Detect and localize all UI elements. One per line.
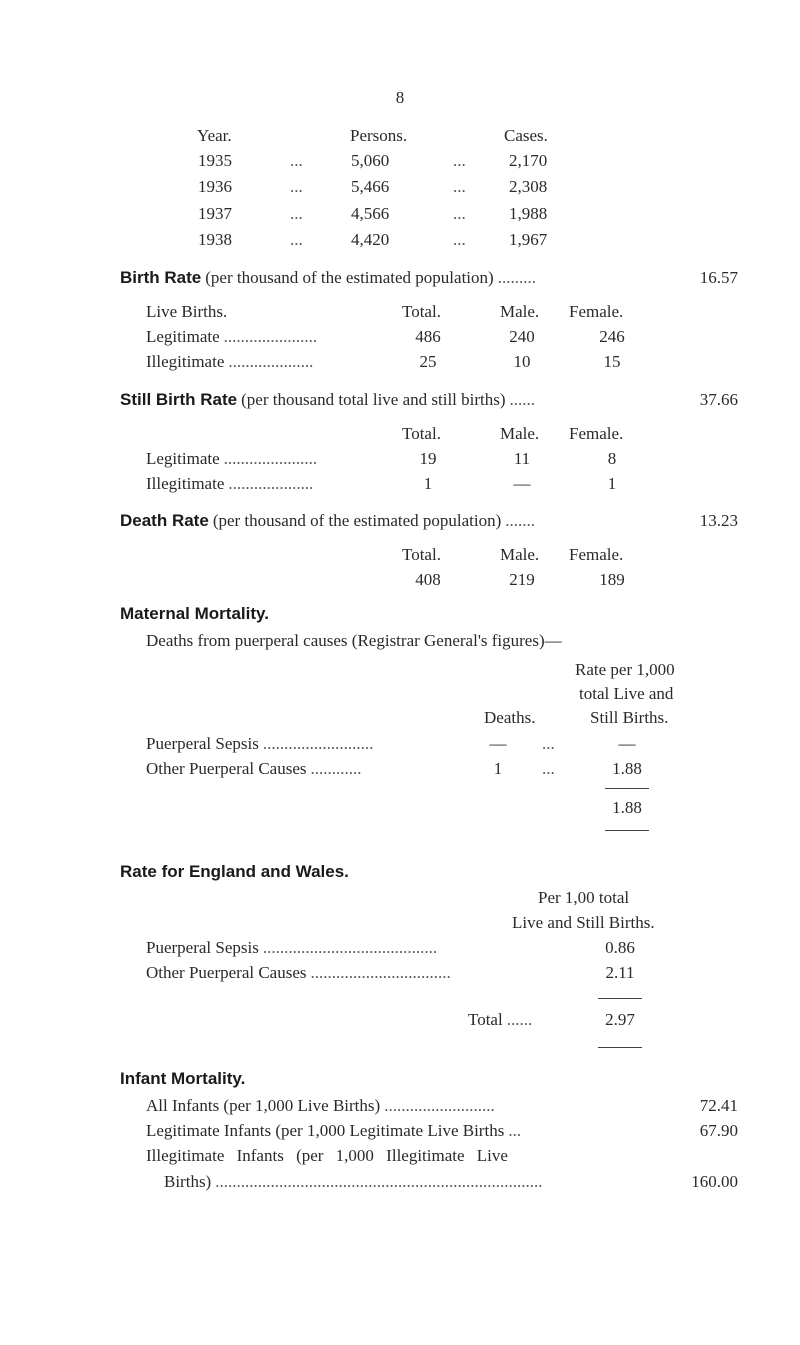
- female-cell: 8: [607, 449, 617, 468]
- persons-cell: 5,466: [351, 177, 390, 196]
- row-label: Legitimate: [146, 327, 220, 346]
- row-label: Puerperal Sepsis: [146, 938, 259, 957]
- leader: ...: [290, 151, 303, 170]
- leader: .......: [505, 511, 536, 530]
- row-label: Illegitimate: [146, 352, 225, 371]
- total-header: Total.: [402, 424, 441, 443]
- rate-header-line-2: total Live and: [579, 684, 674, 703]
- live-births-header: Live Births.: [146, 302, 228, 321]
- deaths-cell: —: [489, 734, 507, 753]
- ew-header-line-2: Live and Still Births.: [512, 913, 655, 932]
- rule: [598, 998, 642, 999]
- maternal-intro: Deaths from puerperal causes (Registrar General's figures)—: [146, 631, 562, 650]
- female-cell: 189: [599, 570, 625, 589]
- rate-cell: 160.00: [691, 1172, 738, 1191]
- leader: ...: [453, 151, 466, 170]
- male-cell: 219: [509, 570, 535, 589]
- row-label-continued: Births): [164, 1172, 212, 1191]
- year-header: Year.: [197, 126, 232, 145]
- leader: .........................................: [262, 938, 438, 957]
- leader: ...: [453, 177, 466, 196]
- male-cell: —: [513, 474, 531, 493]
- row-label: Illegitimate Infants (per 1,000 Illegitimate Live: [146, 1146, 508, 1165]
- rate-cell: 0.86: [605, 938, 635, 957]
- leader: ......................: [223, 449, 318, 468]
- male-cell: 11: [513, 449, 531, 468]
- leader: ....................: [228, 352, 314, 371]
- leader: ...: [453, 230, 466, 249]
- ew-total: 2.97: [605, 1010, 635, 1029]
- rate-header-line-3: Still Births.: [590, 708, 669, 727]
- death-rate-desc: (per thousand of the estimated population): [212, 511, 502, 530]
- leader: .........: [497, 268, 536, 287]
- rate-cell: 1.88: [612, 759, 642, 778]
- cases-cell: 1,988: [509, 204, 548, 223]
- cases-cell: 1,967: [509, 230, 548, 249]
- death-rate-title: Death Rate: [120, 511, 209, 530]
- male-cell: 240: [509, 327, 535, 346]
- page-number: 8: [395, 88, 405, 107]
- leader: ............: [310, 759, 362, 778]
- maternal-total: 1.88: [612, 798, 642, 817]
- row-label: Illegitimate: [146, 474, 225, 493]
- male-header: Male.: [500, 545, 540, 564]
- rule: [605, 830, 649, 831]
- leader: ..........................: [384, 1096, 495, 1115]
- total-header: Total.: [402, 545, 441, 564]
- cases-cell: 2,170: [509, 151, 548, 170]
- leader: ......: [509, 390, 536, 409]
- persons-cell: 4,566: [351, 204, 390, 223]
- female-cell: 15: [603, 352, 621, 371]
- female-header: Female.: [569, 545, 624, 564]
- year-cell: 1937: [198, 204, 232, 223]
- row-label: Legitimate Infants (per 1,000 Legitimate Live Births: [146, 1121, 505, 1140]
- cases-header: Cases.: [504, 126, 548, 145]
- row-label: Puerperal Sepsis: [146, 734, 259, 753]
- male-cell: 10: [513, 352, 531, 371]
- ew-header-line-1: Per 1,00 total: [538, 888, 630, 907]
- leader: ......................: [223, 327, 318, 346]
- still-birth-rate-desc: (per thousand total live and still births): [241, 390, 506, 409]
- year-cell: 1935: [198, 151, 232, 170]
- total-cell: 19: [419, 449, 437, 468]
- row-label: All Infants (per 1,000 Live Births): [146, 1096, 381, 1115]
- leader: ...: [290, 230, 303, 249]
- still-birth-rate-value: 37.66: [699, 390, 738, 409]
- infant-mortality-title: Infant Mortality.: [120, 1069, 246, 1088]
- female-cell: 1: [607, 474, 617, 493]
- rate-cell: —: [618, 734, 636, 753]
- male-header: Male.: [500, 424, 540, 443]
- rate-cell: 67.90: [699, 1121, 738, 1140]
- male-header: Male.: [500, 302, 540, 321]
- leader: ...: [542, 759, 555, 778]
- row-label: Legitimate: [146, 449, 220, 468]
- rate-cell: 72.41: [699, 1096, 738, 1115]
- leader: ....................: [228, 474, 314, 493]
- leader: ...: [508, 1121, 522, 1140]
- leader: ...: [290, 204, 303, 223]
- year-cell: 1938: [198, 230, 232, 249]
- cases-cell: 2,308: [509, 177, 548, 196]
- leader: .................................: [310, 963, 451, 982]
- rule: [605, 788, 649, 789]
- rate-header-line-1: Rate per 1,000: [575, 660, 675, 679]
- persons-cell: 4,420: [351, 230, 390, 249]
- female-header: Female.: [569, 302, 624, 321]
- female-header: Female.: [569, 424, 624, 443]
- persons-cell: 5,060: [351, 151, 390, 170]
- rule: [598, 1047, 642, 1048]
- leader: ...: [290, 177, 303, 196]
- deaths-header: Deaths.: [484, 708, 536, 727]
- birth-rate-value: 16.57: [699, 268, 738, 287]
- total-label: Total: [468, 1010, 503, 1029]
- female-cell: 246: [599, 327, 625, 346]
- leader: .............................................................................: [215, 1172, 543, 1191]
- row-label: Other Puerperal Causes: [146, 963, 307, 982]
- total-cell: 486: [415, 327, 441, 346]
- persons-header: Persons.: [350, 126, 408, 145]
- birth-rate-desc: (per thousand of the estimated population): [205, 268, 494, 287]
- row-label: Other Puerperal Causes: [146, 759, 307, 778]
- leader: ...: [542, 734, 555, 753]
- leader: ...: [453, 204, 466, 223]
- birth-rate-title: Birth Rate: [120, 268, 202, 287]
- death-rate-value: 13.23: [699, 511, 738, 530]
- england-wales-title: Rate for England and Wales.: [120, 862, 349, 881]
- leader: ..........................: [262, 734, 374, 753]
- still-birth-rate-title: Still Birth Rate: [120, 390, 238, 409]
- leader: ......: [506, 1010, 533, 1029]
- total-header: Total.: [402, 302, 441, 321]
- total-cell: 408: [415, 570, 441, 589]
- year-cell: 1936: [198, 177, 232, 196]
- total-cell: 1: [423, 474, 433, 493]
- maternal-mortality-title: Maternal Mortality.: [120, 604, 269, 623]
- deaths-cell: 1: [493, 759, 503, 778]
- rate-cell: 2.11: [605, 963, 635, 982]
- total-cell: 25: [419, 352, 437, 371]
